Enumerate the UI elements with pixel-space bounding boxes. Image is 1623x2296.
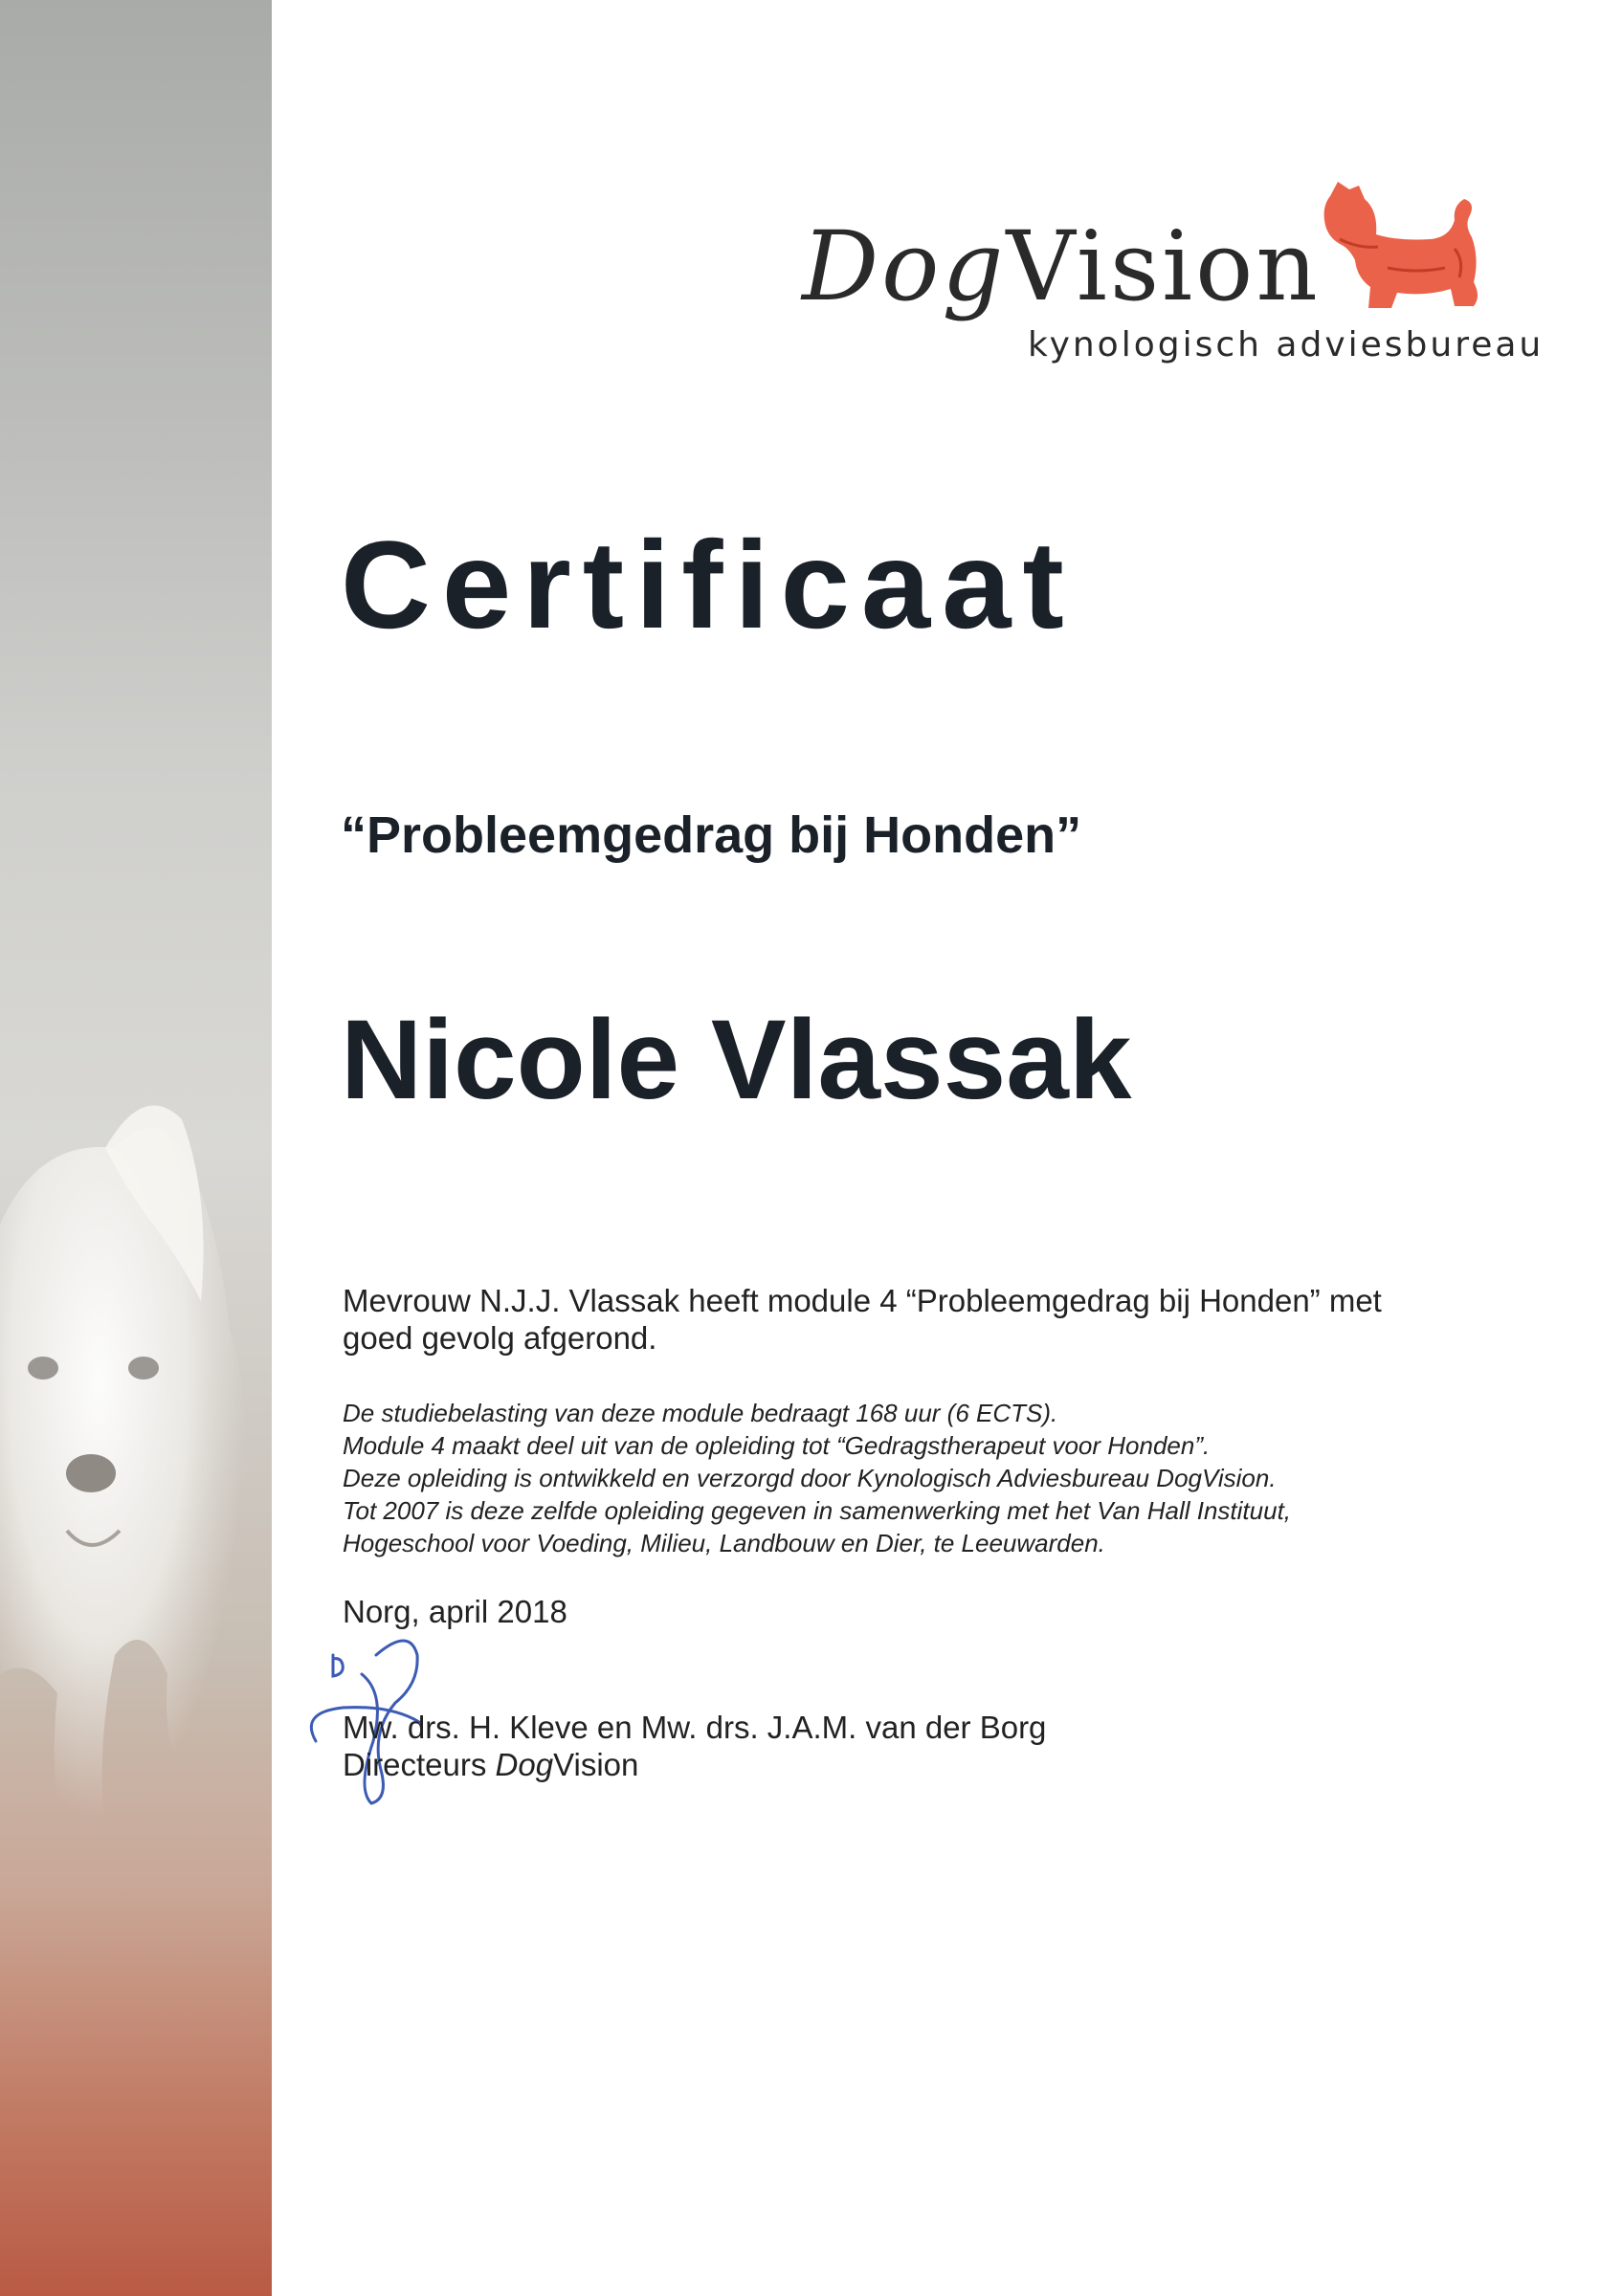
place-and-date: Norg, april 2018	[343, 1594, 567, 1629]
details-line: Hogeschool voor Voeding, Milieu, Landbouw en Dier, te Leeuwarden.	[343, 1529, 1105, 1557]
course-title: “Probleemgedrag bij Honden”	[341, 806, 1082, 864]
logo-wordmark	[802, 210, 1321, 322]
dogvision-logo	[794, 182, 1545, 373]
details-line: Module 4 maakt deel uit van de opleiding tot “Gedragstherapeut voor Honden”.	[343, 1431, 1211, 1460]
dog-silhouette-icon	[1321, 182, 1483, 316]
statement-line: goed gevolg afgerond.	[343, 1320, 657, 1356]
completion-statement	[343, 1282, 1491, 1357]
course-details	[343, 1397, 1510, 1559]
details-line: Deze opleiding is ontwikkeld en verzorgd door Kynologisch Adviesbureau DogVision.	[343, 1464, 1277, 1492]
details-line: Tot 2007 is deze zelfde opleiding gegeven in samenwerking met het Van Hall Instituut,	[343, 1496, 1292, 1525]
statement-line: Mevrouw N.J.J. Vlassak heeft module 4 “Probleemgedrag bij Honden” met	[343, 1283, 1382, 1318]
decorative-side-band	[0, 0, 272, 2296]
role-prefix: Directeurs	[343, 1747, 496, 1782]
role-brand-vision: Vision	[553, 1747, 639, 1782]
running-dog-photo	[0, 1081, 272, 2019]
signatories	[343, 1709, 1046, 1783]
recipient-name: Nicole Vlassak	[341, 997, 1132, 1123]
certificate-title: Certificaat	[341, 515, 1076, 654]
logo-word-vision: Vision	[1006, 210, 1321, 322]
signatory-role	[343, 1746, 1046, 1783]
logo-word-dog: Dog	[802, 210, 1007, 322]
logo-tagline: kynologisch adviesbureau	[1028, 325, 1545, 364]
signatory-names: Mw. drs. H. Kleve en Mw. drs. J.A.M. van der Borg	[343, 1710, 1047, 1745]
details-line: De studiebelasting van deze module bedraagt 168 uur (6 ECTS).	[343, 1399, 1058, 1427]
role-brand-dog: Dog	[495, 1747, 554, 1782]
